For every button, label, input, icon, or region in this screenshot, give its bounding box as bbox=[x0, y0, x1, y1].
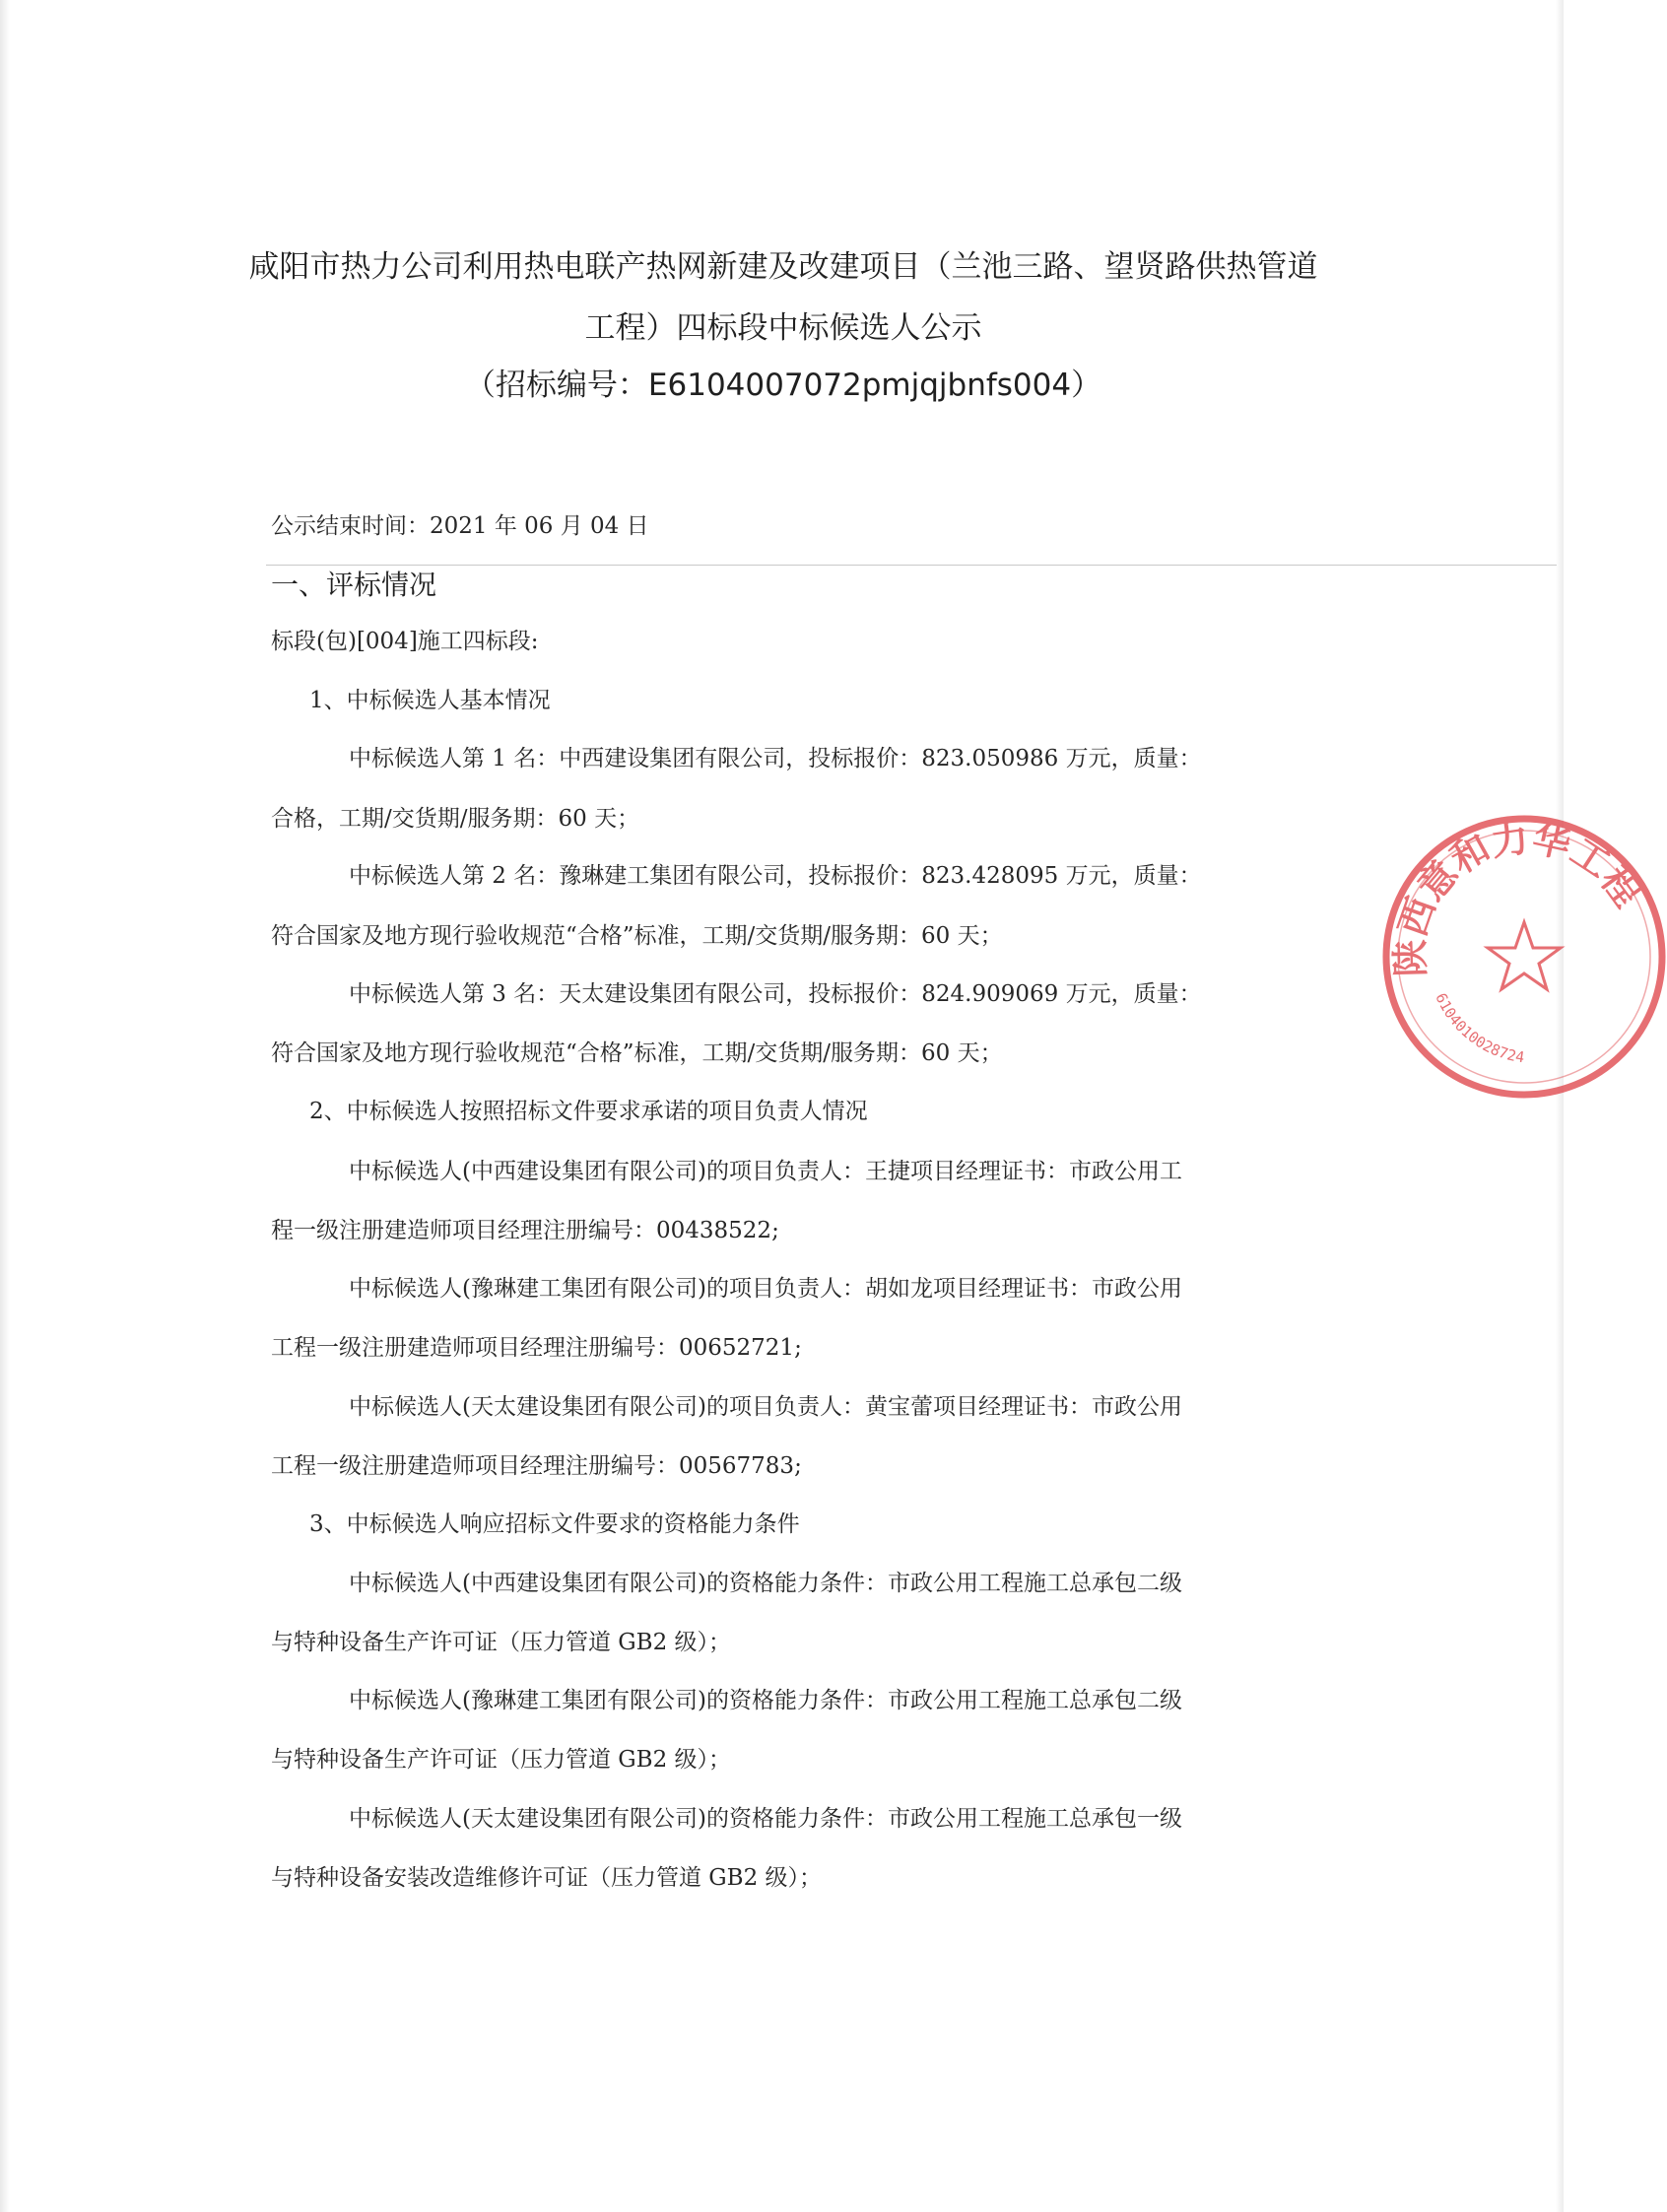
announcement-end-time: 公示结束时间：2021 年 06 月 04 日 bbox=[271, 513, 649, 539]
candidate-3-line-1: 中标候选人第 3 名：天太建设集团有限公司，投标报价：824.909069 万元，质量： bbox=[349, 981, 1202, 1007]
candidate-2-line-2: 符合国家及地方现行验收规范“合格”标准，工期/交货期/服务期：60 天； bbox=[271, 923, 1003, 949]
seal-number: 6104010028724 bbox=[1432, 990, 1526, 1067]
subsection-heading-project-manager: 2、中标候选人按照招标文件要求承诺的项目负责人情况 bbox=[309, 1099, 868, 1124]
section-divider bbox=[266, 565, 1557, 566]
qualification-1-line-1: 中标候选人(中西建设集团有限公司)的资格能力条件：市政公用工程施工总承包二级 bbox=[349, 1571, 1182, 1596]
lot-label: 标段(包)[004]施工四标段: bbox=[271, 629, 539, 654]
qualification-3-line-1: 中标候选人(天太建设集团有限公司)的资格能力条件：市政公用工程施工总承包一级 bbox=[349, 1806, 1182, 1832]
qualification-2-line-2: 与特种设备生产许可证（压力管道 GB2 级）； bbox=[271, 1747, 732, 1773]
project-manager-1-line-1: 中标候选人(中西建设集团有限公司)的项目负责人：王捷项目经理证书：市政公用工 bbox=[349, 1159, 1182, 1184]
subsection-heading-qualification: 3、中标候选人响应招标文件要求的资格能力条件 bbox=[309, 1511, 800, 1537]
scan-edge bbox=[1556, 0, 1564, 2212]
candidate-2-line-1: 中标候选人第 2 名：豫琳建工集团有限公司，投标报价：823.428095 万元，质量： bbox=[349, 863, 1202, 889]
project-manager-1-line-2: 程一级注册建造师项目经理注册编号：00438522; bbox=[271, 1218, 779, 1243]
project-manager-2-line-1: 中标候选人(豫琳建工集团有限公司)的项目负责人：胡如龙项目经理证书：市政公用 bbox=[349, 1276, 1182, 1302]
document-title-line-2: 工程）四标段中标候选人公示 bbox=[584, 310, 982, 346]
document-title-line-3: （招标编号：E6104007072pmjqjbnfs004） bbox=[464, 368, 1102, 403]
company-seal-stamp bbox=[1381, 814, 1667, 1100]
scan-edge bbox=[0, 0, 10, 2212]
section-heading-evaluation: 一、评标情况 bbox=[271, 569, 437, 601]
candidate-1-line-2: 合格，工期/交货期/服务期：60 天； bbox=[271, 806, 640, 832]
project-manager-3-line-1: 中标候选人(天太建设集团有限公司)的项目负责人：黄宝蕾项目经理证书：市政公用 bbox=[349, 1394, 1182, 1420]
candidate-1-line-1: 中标候选人第 1 名：中西建设集团有限公司，投标报价：823.050986 万元，质量： bbox=[349, 746, 1202, 771]
seal-text: 陕西意和力华工程 bbox=[1388, 816, 1650, 978]
seal-star-icon bbox=[1488, 922, 1561, 989]
qualification-1-line-2: 与特种设备生产许可证（压力管道 GB2 级）； bbox=[271, 1630, 732, 1655]
project-manager-2-line-2: 工程一级注册建造师项目经理注册编号：00652721; bbox=[271, 1335, 802, 1361]
document-title-line-1: 咸阳市热力公司利用热电联产热网新建及改建项目（兰池三路、望贤路供热管道 bbox=[248, 249, 1318, 285]
project-manager-3-line-2: 工程一级注册建造师项目经理注册编号：00567783; bbox=[271, 1453, 802, 1479]
qualification-3-line-2: 与特种设备安装改造维修许可证（压力管道 GB2 级）； bbox=[271, 1865, 823, 1891]
qualification-2-line-1: 中标候选人(豫琳建工集团有限公司)的资格能力条件：市政公用工程施工总承包二级 bbox=[349, 1688, 1182, 1713]
candidate-3-line-2: 符合国家及地方现行验收规范“合格”标准，工期/交货期/服务期：60 天； bbox=[271, 1040, 1003, 1066]
subsection-heading-basic-info: 1、中标候选人基本情况 bbox=[309, 688, 551, 713]
